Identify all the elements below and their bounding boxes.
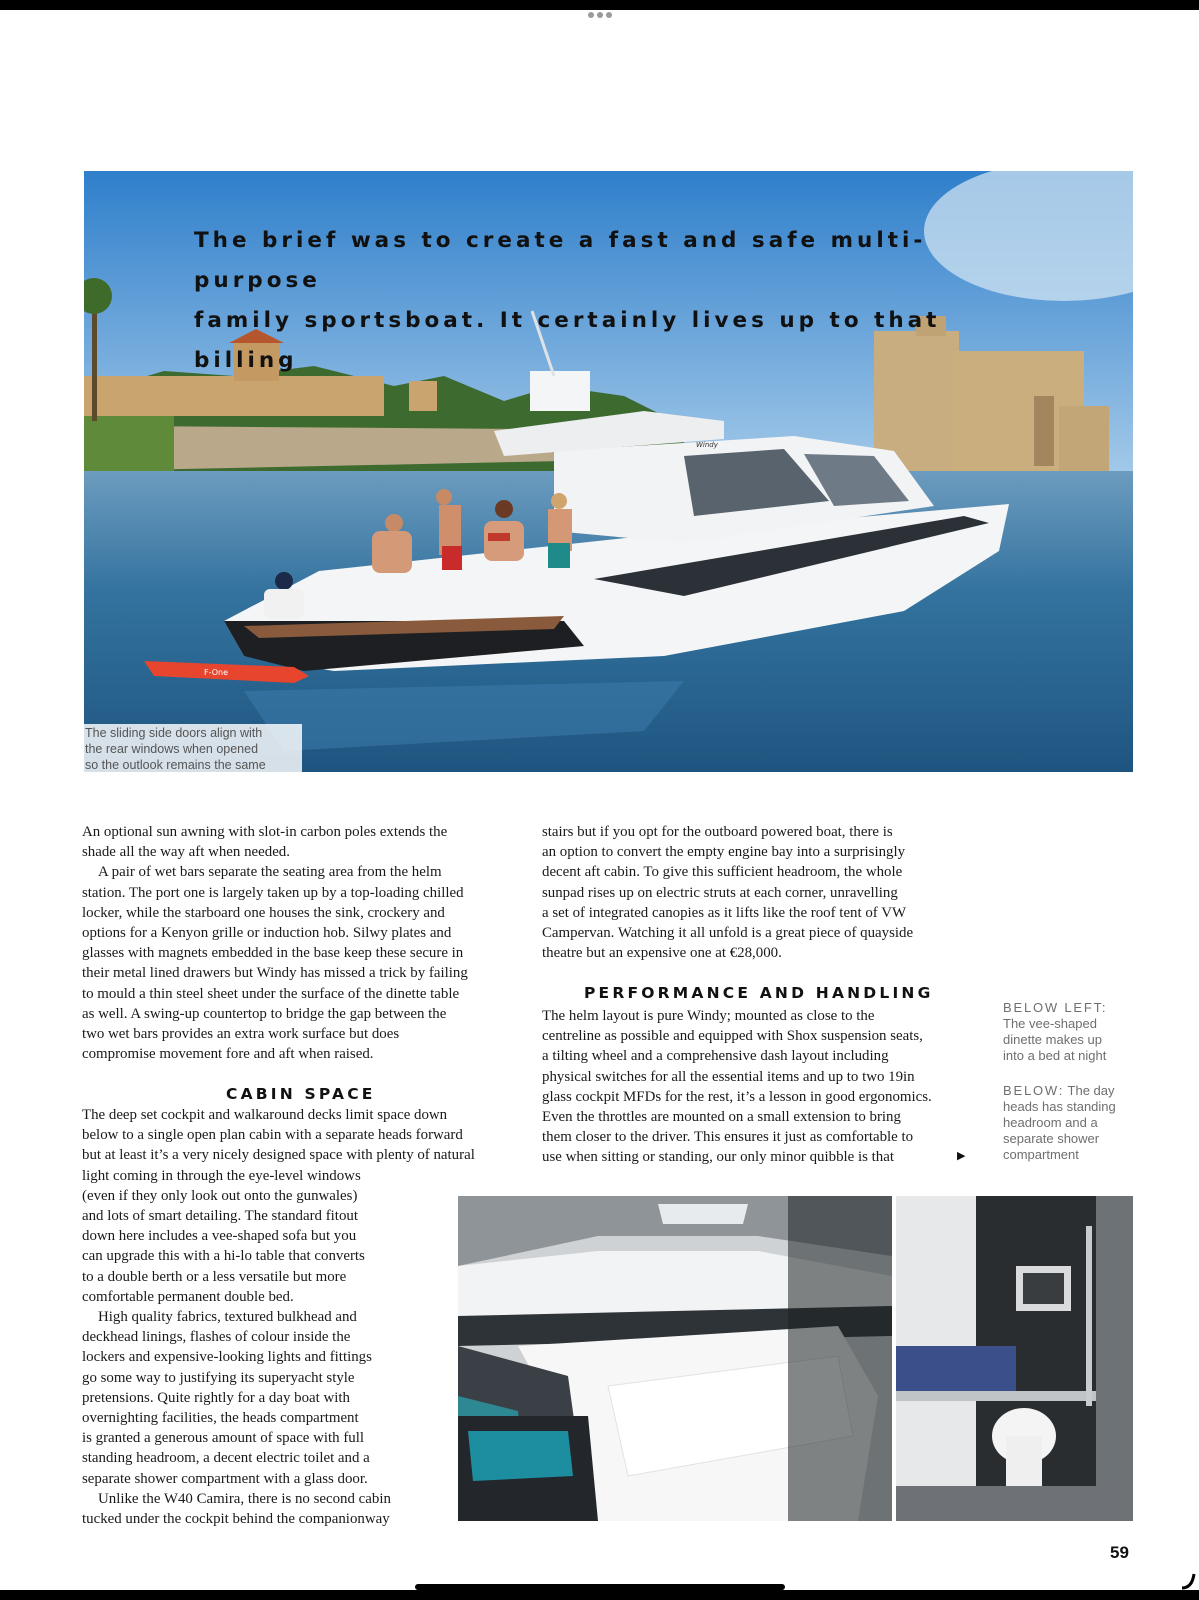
caption-line: The day	[1064, 1083, 1115, 1098]
text-line: Even the throttles are mounted on a small extension to bring	[542, 1109, 901, 1126]
bottom-bar	[0, 1590, 1199, 1600]
text-line: compromise movement fore and aft when raised.	[82, 1046, 374, 1063]
performance-heading: PERFORMANCE AND HANDLING	[584, 984, 934, 1002]
caption-line: The vee-shaped	[1003, 1016, 1097, 1031]
caption-line: dinette makes up	[1003, 1032, 1103, 1047]
cabin-space-text	[82, 1105, 522, 1529]
pull-quote-line-1: The brief was to create a fast and safe multi-purpose	[194, 228, 927, 293]
text-line: The helm layout is pure Windy; mounted as close to the	[542, 1008, 875, 1024]
caption-line: headroom and a	[1003, 1115, 1098, 1130]
text-line: lockers and expensive-looking lights and fittings	[82, 1349, 372, 1366]
page-curl-icon[interactable]	[1180, 1572, 1196, 1590]
heads-photo	[896, 1196, 1133, 1521]
text-line: but at least it’s a very nicely designed space with plenty of natural	[82, 1147, 475, 1164]
text-line: can upgrade this with a hi-lo table that converts	[82, 1248, 365, 1265]
caption-line: heads has standing	[1003, 1099, 1116, 1114]
paragraph	[82, 822, 522, 862]
text-line: to a double berth or a less versatile but more	[82, 1268, 347, 1285]
paragraph	[542, 1006, 982, 1168]
text-line: (even if they only look out onto the gunwales)	[82, 1187, 358, 1204]
text-line: centreline as possible and equipped with Shox suspension seats,	[542, 1028, 923, 1045]
body-column-2	[542, 822, 982, 963]
text-line: shade all the way aft when needed.	[82, 844, 290, 861]
home-indicator[interactable]	[415, 1584, 785, 1590]
text-line: use when sitting or standing, our only minor quibble is that	[542, 1149, 894, 1166]
text-line: a tilting wheel and a comprehensive dash layout including	[542, 1048, 889, 1065]
text-line: The deep set cockpit and walkaround decks limit space down	[82, 1107, 448, 1123]
heads-illustration	[896, 1196, 1133, 1521]
text-line: overnighting facilities, the heads compartment	[82, 1410, 359, 1427]
text-line: is granted a generous amount of space with full	[82, 1430, 365, 1447]
text-line: station. The port one is largely taken up by a top-loading chilled	[82, 884, 464, 901]
caption-below-left	[1003, 1000, 1129, 1064]
caption-label: BELOW LEFT:	[1003, 1000, 1108, 1015]
text-line: glasses with magnets embedded in the base keep these secure in	[82, 945, 464, 962]
hull-logo: Windy	[696, 441, 718, 449]
more-options-icon[interactable]	[585, 10, 615, 20]
text-line: them closer to the driver. This ensures it just as comfortable to	[542, 1129, 914, 1146]
text-line: tucked under the cockpit behind the companionway	[82, 1511, 390, 1528]
paragraph	[542, 822, 982, 963]
text-line: below to a single open plan cabin with a separate heads forward	[82, 1127, 463, 1144]
text-line: comfortable permanent double bed.	[82, 1288, 294, 1305]
caption-label: BELOW:	[1003, 1083, 1065, 1098]
pull-quote-line-2: family sportsboat. It certainly lives up to that billing	[194, 308, 941, 373]
text-line: stairs but if you opt for the outboard powered boat, there is	[542, 824, 893, 840]
status-bar	[0, 0, 1199, 10]
text-line: and lots of smart detailing. The standard fitout	[82, 1208, 358, 1225]
hero-photo	[84, 171, 1133, 772]
cabin-illustration	[458, 1196, 892, 1521]
page-number: 59	[1110, 1543, 1129, 1562]
paragraph	[82, 862, 522, 1064]
text-line: a set of integrated canopies as it lifts like the roof tent of VW	[542, 904, 907, 921]
hero-caption-line: The sliding side doors align with	[85, 726, 263, 740]
text-line: their metal lined drawers but Windy has missed a trick by failing	[82, 965, 468, 982]
caption-line: separate shower	[1003, 1131, 1100, 1146]
text-line: deckhead linings, flashes of colour inside the	[82, 1329, 351, 1346]
cabin-photo	[458, 1196, 892, 1521]
performance-text	[542, 1006, 982, 1168]
cabin-space-heading: CABIN SPACE	[226, 1085, 376, 1103]
text-line: Unlike the W40 Camira, there is no second cabin	[98, 1490, 391, 1507]
text-line: light coming in through the eye-level windows	[82, 1167, 361, 1184]
text-line: An optional sun awning with slot-in carbon poles extends the	[82, 824, 448, 840]
text-line: go some way to justifying its superyacht style	[82, 1369, 355, 1386]
text-line: as well. A swing-up countertop to bridge the gap between the	[82, 1005, 447, 1022]
text-line: two wet bars provides an extra work surface but does	[82, 1026, 400, 1043]
paragraph	[82, 1105, 522, 1307]
text-line: down here includes a vee-shaped sofa but you	[82, 1228, 357, 1245]
continue-arrow-icon: ▶	[957, 1150, 966, 1162]
caption-line: into a bed at night	[1003, 1048, 1107, 1063]
text-line: to mould a thin steel sheet under the surface of the dinette table	[82, 985, 460, 1002]
text-line: locker, while the starboard one houses the sink, crockery and	[82, 904, 445, 921]
caption-line: compartment	[1003, 1147, 1079, 1162]
text-line: sunpad rises up on electric struts at each corner, unravelling	[542, 884, 898, 901]
hero-caption	[84, 724, 302, 772]
text-line: theatre but an expensive one at €28,000.	[542, 945, 782, 962]
text-line: pretensions. Quite rightly for a day boat with	[82, 1389, 350, 1406]
hero-caption-line: the rear windows when opened	[85, 742, 259, 756]
pull-quote	[194, 221, 1034, 381]
text-line: standing headroom, a decent electric toilet and a	[82, 1450, 370, 1467]
text-line: High quality fabrics, textured bulkhead and	[98, 1309, 357, 1326]
paragraph	[82, 1307, 522, 1489]
text-line: an option to convert the empty engine bay into a surprisingly	[542, 844, 906, 861]
text-line: Campervan. Watching it all unfold is a great piece of quayside	[542, 925, 914, 942]
board-logo: F-One	[204, 668, 228, 677]
paragraph	[82, 1489, 522, 1529]
text-line: options for a Kenyon grille or induction hob. Silwy plates and	[82, 925, 452, 942]
text-line: A pair of wet bars separate the seating area from the helm	[98, 864, 442, 881]
text-line: separate shower compartment with a glass door.	[82, 1470, 368, 1487]
text-line: glass cockpit MFDs for the rest, it’s a lesson in good ergonomics.	[542, 1088, 932, 1105]
body-column-1	[82, 822, 522, 1064]
text-line: decent aft cabin. To give this sufficient headroom, the whole	[542, 864, 903, 881]
hero-caption-line: so the outlook remains the same	[85, 758, 266, 772]
caption-below	[1003, 1083, 1129, 1163]
text-line: physical switches for all the essential items and up to two 19in	[542, 1068, 915, 1085]
